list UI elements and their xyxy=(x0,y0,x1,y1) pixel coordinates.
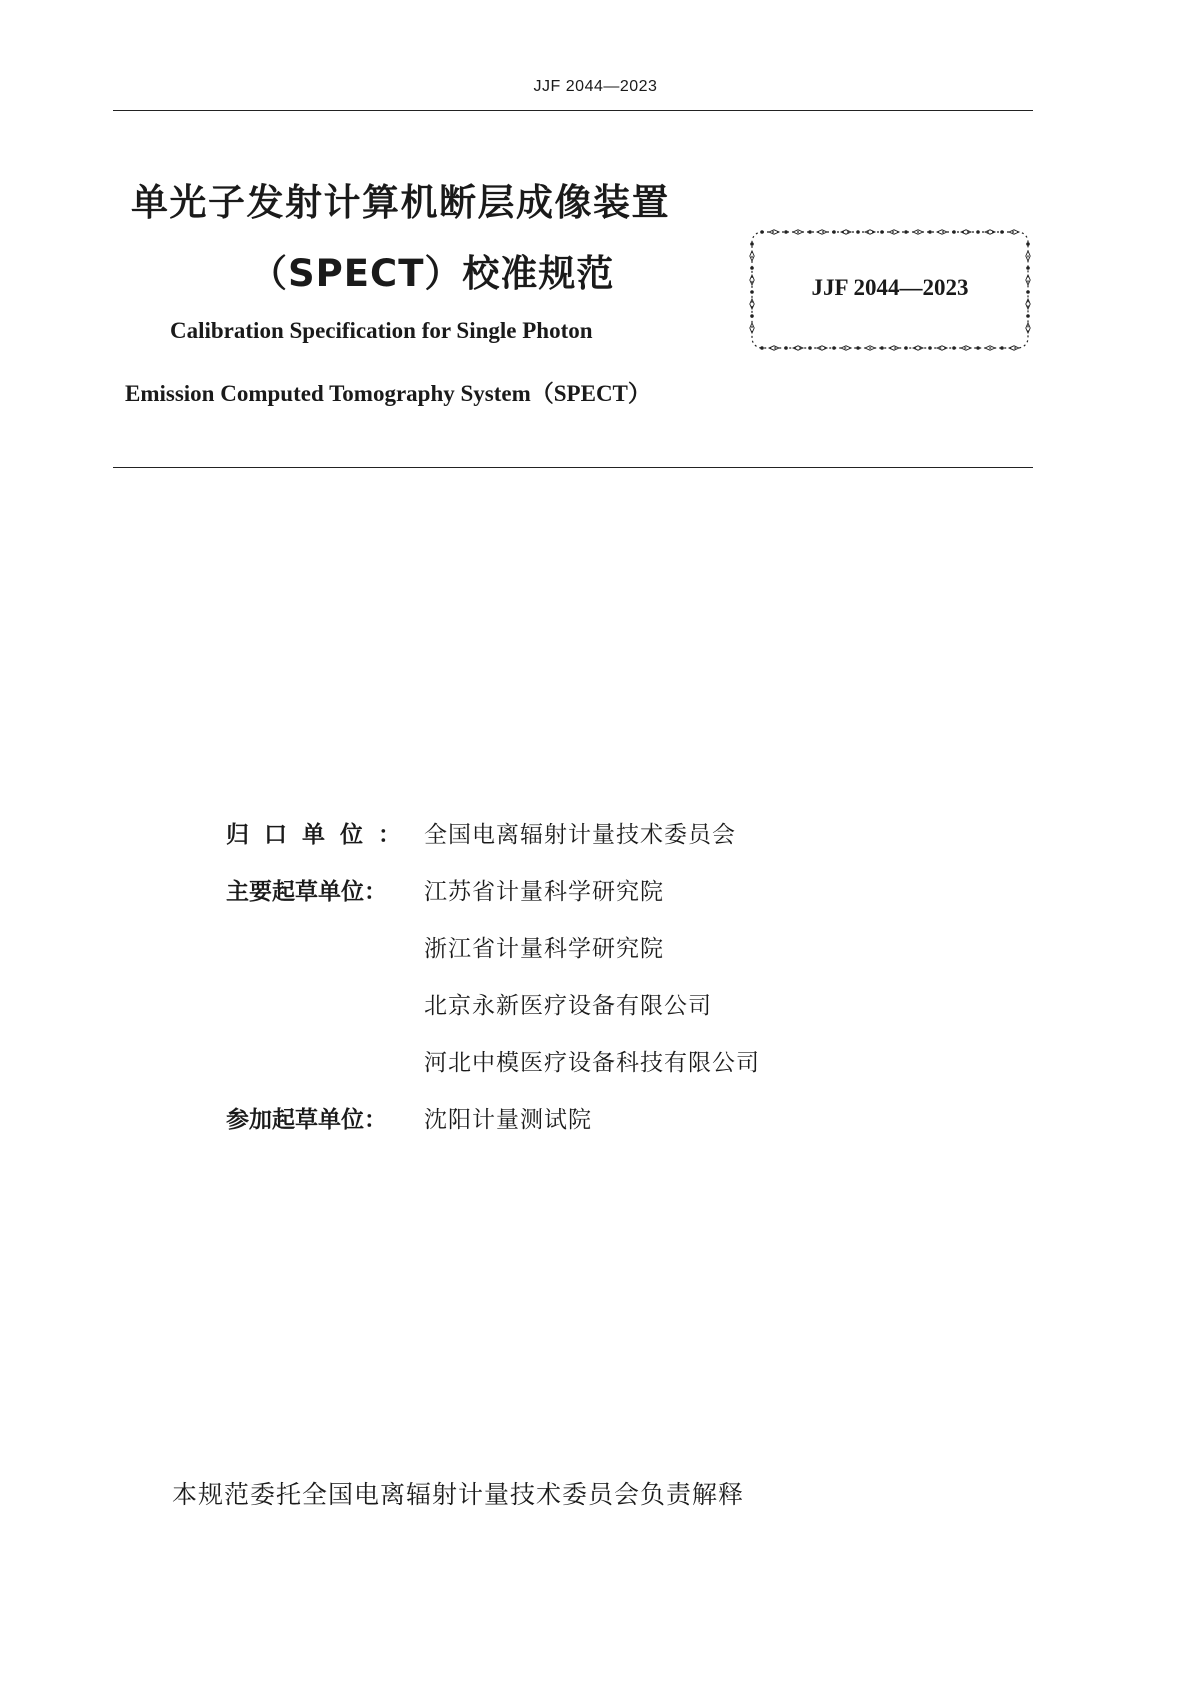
title-chinese-line2: （SPECT）校准规范 xyxy=(250,252,615,295)
participating-drafting-unit: 沈阳计量测试院 xyxy=(424,1107,592,1133)
participating-drafting-row xyxy=(226,1101,760,1158)
participating-drafting-label: 参加起草单位： xyxy=(226,1107,387,1133)
title-english-line2: Emission Computed Tomography System（SPECT） xyxy=(125,381,651,406)
interpretation-note: 本规范委托全国电离辐射计量技术委员会负责解释 xyxy=(172,1480,745,1509)
main-drafting-row xyxy=(226,873,760,1101)
main-drafting-unit: 浙江省计量科学研究院 xyxy=(424,936,664,962)
responsible-unit-label: 归口单位： xyxy=(226,822,401,848)
standard-code: JJF 2044—2023 xyxy=(811,275,969,300)
organizations-table xyxy=(226,816,760,1158)
main-drafting-unit: 河北中模医疗设备科技有限公司 xyxy=(424,1050,760,1076)
main-drafting-unit: 北京永新医疗设备有限公司 xyxy=(424,993,712,1019)
responsible-unit-row xyxy=(226,816,760,873)
main-drafting-unit: 江苏省计量科学研究院 xyxy=(424,879,664,905)
standard-code-box xyxy=(748,228,1032,352)
responsible-unit-value: 全国电离辐射计量技术委员会 xyxy=(424,822,736,848)
main-drafting-label: 主要起草单位： xyxy=(226,879,387,905)
header-rule xyxy=(113,110,1033,111)
title-english-line1: Calibration Specification for Single Photon xyxy=(170,318,593,343)
title-section-rule xyxy=(113,467,1033,468)
title-chinese-line1: 单光子发射计算机断层成像装置 xyxy=(131,181,670,224)
header-standard-code: JJF 2044—2023 xyxy=(533,78,658,95)
